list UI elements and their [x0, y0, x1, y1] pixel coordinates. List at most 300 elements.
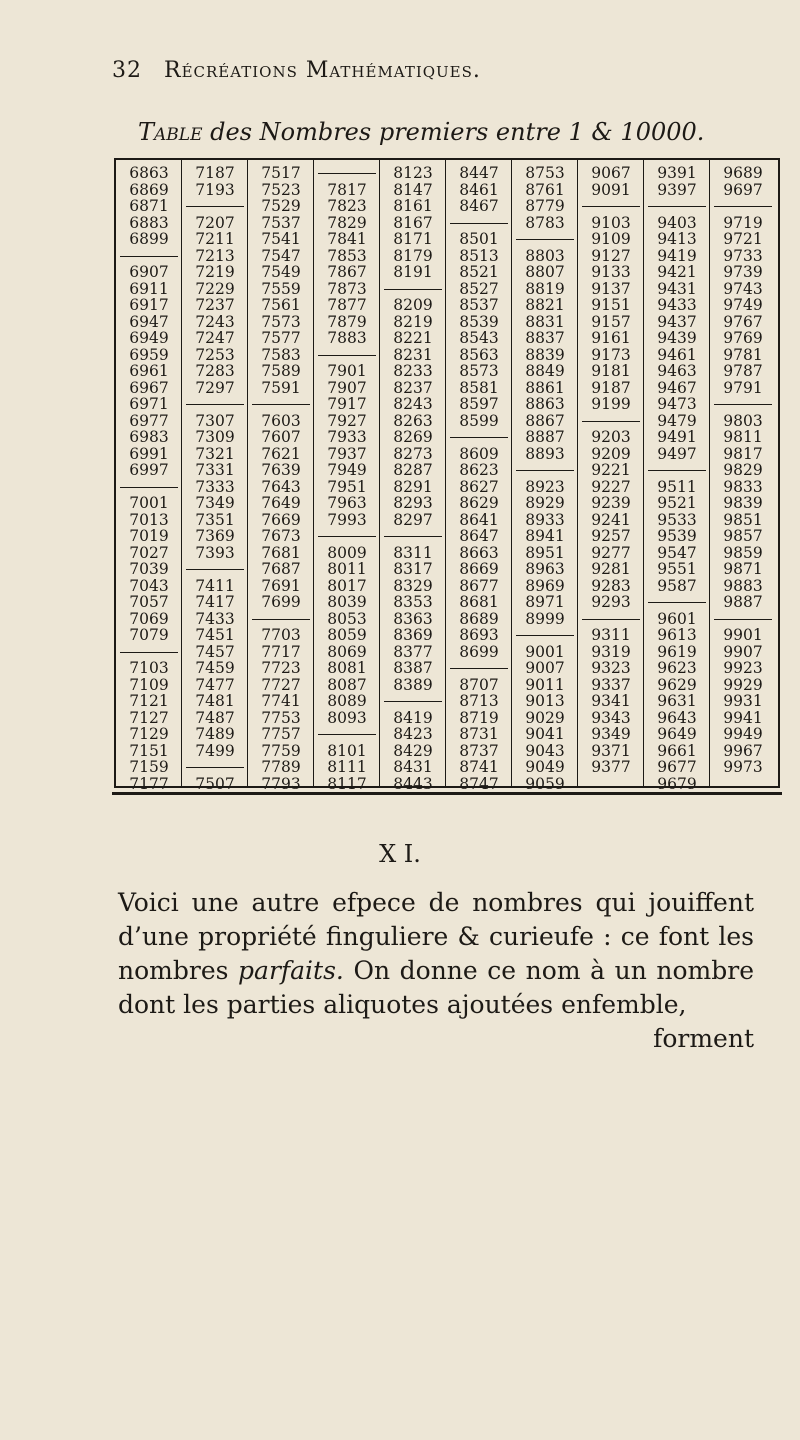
table-cell: 8059: [327, 626, 367, 644]
table-cell: 8707: [459, 675, 499, 694]
table-cell: 6967: [129, 378, 169, 397]
section-number: X I.: [379, 840, 421, 868]
table-cell: 7283: [195, 362, 235, 380]
table-cell: 9479: [657, 411, 697, 430]
table-cell: 9277: [591, 543, 631, 562]
table-cell: 7789: [261, 758, 301, 776]
table-cell: 7793: [261, 774, 301, 793]
table-cell: 7127: [129, 708, 169, 727]
table-cell: 8647: [459, 527, 499, 545]
table-cell: 9743: [723, 279, 763, 298]
table-cell: 7877: [327, 296, 367, 314]
table-cell: 7213: [195, 246, 235, 265]
table-cell: 9697: [723, 180, 763, 199]
table-cell: 7247: [195, 329, 235, 347]
table-cell: 9349: [591, 725, 631, 743]
table-cell: 8807: [525, 263, 565, 281]
table-cell: 8969: [525, 576, 565, 595]
table-cell: 9463: [657, 362, 697, 380]
table-cell: 8887: [525, 428, 565, 446]
table-cell: 9491: [657, 428, 697, 446]
table-cell: 9419: [657, 246, 697, 265]
table-cell: 8737: [459, 741, 499, 760]
table-cell: 9413: [657, 230, 697, 248]
table-cell: 7867: [327, 263, 367, 281]
table-cell: 7057: [129, 593, 169, 611]
table-cell: 9377: [591, 758, 631, 776]
table-cell: 8087: [327, 675, 367, 694]
table-cell: 7621: [261, 444, 301, 463]
table-cell: 7121: [129, 692, 169, 710]
table-cell: 6917: [129, 296, 169, 314]
table-cell: 9467: [657, 378, 697, 397]
table-cell: 7019: [129, 527, 169, 545]
table-cell: 8563: [459, 345, 499, 364]
table-cell: 9091: [591, 180, 631, 199]
table-cell: 7523: [261, 180, 301, 199]
table-column: [446, 160, 512, 793]
table-cell: 9677: [657, 758, 697, 776]
table-cell: 9781: [723, 345, 763, 364]
table-cell: 8221: [393, 329, 433, 347]
table-cell: 8429: [393, 741, 433, 760]
table-cell: 8831: [525, 312, 565, 331]
table-cell: 8941: [525, 527, 565, 545]
table-cell: 8017: [327, 576, 367, 595]
table-cell: 7907: [327, 378, 367, 397]
table-cell: 8999: [525, 609, 565, 628]
table-cell: 9851: [723, 510, 763, 529]
table-cell: 7759: [261, 741, 301, 760]
table-cell: 9239: [591, 494, 631, 512]
table-cell: 7027: [129, 543, 169, 562]
table-cell: 7351: [195, 510, 235, 529]
table-cell: 7307: [195, 411, 235, 430]
table-cell: 8539: [459, 312, 499, 331]
column-rule: [643, 160, 644, 786]
table-cell: 9769: [723, 329, 763, 347]
table-cell: 8543: [459, 329, 499, 347]
table-cell: 9133: [591, 263, 631, 281]
table-cell: 7129: [129, 725, 169, 743]
table-cell: 7823: [327, 197, 367, 215]
table-cell: 9281: [591, 560, 631, 578]
table-cell: 8783: [525, 213, 565, 232]
table-cell: 8861: [525, 378, 565, 397]
body-paragraph: [118, 886, 754, 1056]
table-cell: 9631: [657, 692, 697, 710]
table-cell: 7039: [129, 560, 169, 578]
table-cell: 9283: [591, 576, 631, 595]
table-column: [578, 160, 644, 786]
table-cell: 7333: [195, 477, 235, 496]
table-bottom-rule: [112, 792, 782, 795]
table-cell: 9041: [525, 725, 565, 743]
table-cell: 9931: [723, 692, 763, 710]
table-cell: 9059: [525, 774, 565, 793]
table-cell: 7681: [261, 543, 301, 562]
table-cell: 7001: [129, 494, 169, 512]
table-cell: 6971: [129, 395, 169, 413]
table-cell: 8389: [393, 675, 433, 694]
table-cell: 8093: [327, 708, 367, 727]
table-cell: 9679: [657, 774, 697, 793]
table-cell: 8699: [459, 642, 499, 661]
table-cell: 6899: [129, 230, 169, 248]
table-cell: 7507: [195, 774, 235, 793]
table-cell: 7753: [261, 708, 301, 727]
table-cell: 6997: [129, 461, 169, 479]
body-text-part-a: Voici une autre efpece de nombres qui jouiffent d’une propriété finguliere & curieufe : ce font les nombres: [118, 888, 754, 985]
table-cell: 9181: [591, 362, 631, 380]
table-column: [116, 160, 182, 793]
table-cell: 7411: [195, 576, 235, 595]
table-cell: 6911: [129, 279, 169, 298]
table-column: [182, 160, 248, 793]
table-cell: 7639: [261, 461, 301, 479]
table-cell: 7237: [195, 296, 235, 314]
table-cell: 8237: [393, 378, 433, 397]
table-cell: 9109: [591, 230, 631, 248]
column-rule: [247, 160, 248, 786]
table-cell: 8753: [525, 164, 565, 182]
table-cell: 8101: [327, 741, 367, 760]
table-cell: 8599: [459, 411, 499, 430]
table-cell: 8191: [393, 263, 433, 281]
table-cell: 6869: [129, 180, 169, 199]
table-cell: 7187: [195, 164, 235, 182]
table-cell: 6961: [129, 362, 169, 380]
table-cell: 9649: [657, 725, 697, 743]
table-cell: 9629: [657, 675, 697, 694]
table-cell: 8719: [459, 708, 499, 727]
table-cell: 7559: [261, 279, 301, 298]
table-cell: 7457: [195, 642, 235, 661]
table-cell: 9547: [657, 543, 697, 562]
table-cell: 9941: [723, 708, 763, 727]
table-cell: 9001: [525, 642, 565, 661]
table-cell: 6947: [129, 312, 169, 331]
table-cell: 7321: [195, 444, 235, 463]
table-cell: 9323: [591, 659, 631, 677]
table-cell: 8641: [459, 510, 499, 529]
table-cell: 8419: [393, 708, 433, 727]
table-cell: 7993: [327, 510, 367, 529]
table-cell: 8369: [393, 626, 433, 644]
table-cell: 9199: [591, 395, 631, 413]
table-cell: 7927: [327, 411, 367, 430]
table-title-rest: des Nombres premiers entre 1 & 10000.: [210, 118, 705, 146]
table-cell: 9923: [723, 659, 763, 677]
table-cell: 8933: [525, 510, 565, 529]
table-cell: 7853: [327, 246, 367, 265]
table-cell: 8377: [393, 642, 433, 661]
table-cell: 9343: [591, 708, 631, 727]
table-cell: 9157: [591, 312, 631, 331]
table-cell: 7103: [129, 659, 169, 677]
table-cell: 9257: [591, 527, 631, 545]
table-cell: 8597: [459, 395, 499, 413]
table-cell: 9767: [723, 312, 763, 331]
table-cell: 6949: [129, 329, 169, 347]
table-cell: 9587: [657, 576, 697, 595]
table-cell: 7151: [129, 741, 169, 760]
table-cell: 8287: [393, 461, 433, 479]
table-cell: 9011: [525, 675, 565, 694]
table-cell: 8609: [459, 444, 499, 463]
table-cell: 9533: [657, 510, 697, 529]
table-cell: 9749: [723, 296, 763, 314]
table-cell: 8243: [393, 395, 433, 413]
column-rule: [181, 160, 182, 786]
column-rule: [709, 160, 710, 786]
table-cell: 9127: [591, 246, 631, 265]
table-cell: 8167: [393, 213, 433, 232]
table-title-head: Table: [138, 118, 203, 146]
table-cell: 8803: [525, 246, 565, 265]
table-cell: 8387: [393, 659, 433, 677]
table-cell: 7393: [195, 543, 235, 562]
table-cell: 9311: [591, 626, 631, 644]
table-cell: 7369: [195, 527, 235, 545]
table-cell: 8263: [393, 411, 433, 430]
table-cell: 7841: [327, 230, 367, 248]
table-cell: 9227: [591, 477, 631, 496]
table-cell: 8627: [459, 477, 499, 496]
table-cell: 7561: [261, 296, 301, 314]
table-cell: 8209: [393, 296, 433, 314]
table-cell: 7699: [261, 593, 301, 611]
table-cell: 7069: [129, 609, 169, 628]
table-cell: 8623: [459, 461, 499, 479]
table-cell: 8929: [525, 494, 565, 512]
table-cell: 7873: [327, 279, 367, 298]
table-cell: 9661: [657, 741, 697, 760]
prime-number-table: [114, 158, 780, 793]
table-cell: 7829: [327, 213, 367, 232]
table-cell: 7489: [195, 725, 235, 743]
table-column: [710, 160, 776, 786]
table-cell: 9461: [657, 345, 697, 364]
table-cell: 9241: [591, 510, 631, 529]
table-cell: 8431: [393, 758, 433, 776]
table-cell: 9371: [591, 741, 631, 760]
table-cell: 8009: [327, 543, 367, 562]
body-last-line: forment: [653, 1024, 754, 1053]
table-cell: 9811: [723, 428, 763, 446]
table-cell: 8779: [525, 197, 565, 215]
table-cell: 9739: [723, 263, 763, 281]
table-cell: 7529: [261, 197, 301, 215]
table-cell: 7109: [129, 675, 169, 694]
table-cell: 8123: [393, 164, 433, 182]
table-cell: 9791: [723, 378, 763, 397]
table-cell: 9901: [723, 626, 763, 644]
table-cell: 7243: [195, 312, 235, 331]
table-cell: 9337: [591, 675, 631, 694]
table-cell: 8161: [393, 197, 433, 215]
table-column: [248, 160, 314, 793]
table-cell: 9689: [723, 164, 763, 182]
table-cell: 7703: [261, 626, 301, 644]
table-column: [512, 160, 578, 793]
table-cell: 7883: [327, 329, 367, 347]
table-cell: 9319: [591, 642, 631, 661]
table-cell: 7177: [129, 774, 169, 793]
table-cell: 8269: [393, 428, 433, 446]
table-cell: 9539: [657, 527, 697, 545]
table-cell: 9887: [723, 593, 763, 611]
table-cell: 8297: [393, 510, 433, 529]
table-cell: 7487: [195, 708, 235, 727]
table-cell: 8081: [327, 659, 367, 677]
table-cell: 9497: [657, 444, 697, 463]
table-cell: 9007: [525, 659, 565, 677]
running-title: Récréations Mathématiques.: [164, 58, 481, 83]
table-cell: 7219: [195, 263, 235, 281]
table-cell: 9187: [591, 378, 631, 397]
table-cell: 8069: [327, 642, 367, 661]
table-cell: 9293: [591, 593, 631, 611]
table-cell: 8447: [459, 164, 499, 182]
table-cell: 9949: [723, 725, 763, 743]
table-cell: 8951: [525, 543, 565, 562]
table-cell: 7477: [195, 675, 235, 694]
body-text-part-b: On donne ce nom à un nombre dont les parties aliquotes ajoutées enfemble,: [118, 956, 754, 1019]
table-cell: 9643: [657, 708, 697, 727]
table-cell: 6983: [129, 428, 169, 446]
table-cell: 9601: [657, 609, 697, 628]
table-cell: 8821: [525, 296, 565, 314]
table-cell: 7727: [261, 675, 301, 694]
table-cell: 7901: [327, 362, 367, 380]
table-cell: 8863: [525, 395, 565, 413]
table-cell: 6977: [129, 411, 169, 430]
table-cell: 8761: [525, 180, 565, 199]
table-cell: 7649: [261, 494, 301, 512]
table-cell: 9439: [657, 329, 697, 347]
table-cell: 8581: [459, 378, 499, 397]
table-cell: 8353: [393, 593, 433, 611]
table-cell: 6883: [129, 213, 169, 232]
table-cell: 7583: [261, 345, 301, 364]
table-cell: 8443: [393, 774, 433, 793]
table-cell: 8819: [525, 279, 565, 298]
table-cell: 8293: [393, 494, 433, 512]
table-cell: 8171: [393, 230, 433, 248]
table-cell: 8893: [525, 444, 565, 463]
table-cell: 8849: [525, 362, 565, 380]
table-cell: 9733: [723, 246, 763, 265]
table-cell: 8521: [459, 263, 499, 281]
table-cell: 9049: [525, 758, 565, 776]
table-cell: 9803: [723, 411, 763, 430]
table-cell: 7079: [129, 626, 169, 644]
table-cell: 8713: [459, 692, 499, 710]
table-cell: 8689: [459, 609, 499, 628]
table-cell: 6991: [129, 444, 169, 463]
table-cell: 9421: [657, 263, 697, 281]
table-cell: 7963: [327, 494, 367, 512]
table-cell: 9173: [591, 345, 631, 364]
table-cell: 8693: [459, 626, 499, 644]
table-cell: 8839: [525, 345, 565, 364]
table-cell: 8291: [393, 477, 433, 496]
table-cell: 8219: [393, 312, 433, 331]
table-cell: 9043: [525, 741, 565, 760]
table-cell: 9613: [657, 626, 697, 644]
table-cell: 9473: [657, 395, 697, 413]
column-rule: [313, 160, 314, 786]
table-cell: 7879: [327, 312, 367, 331]
table-cell: 8747: [459, 774, 499, 793]
table-cell: 8669: [459, 560, 499, 578]
table-cell: 9511: [657, 477, 697, 496]
table-cell: 8971: [525, 593, 565, 611]
table-cell: 8311: [393, 543, 433, 562]
table-cell: 8467: [459, 197, 499, 215]
table-cell: 7481: [195, 692, 235, 710]
table-cell: 8011: [327, 560, 367, 578]
table-cell: 7741: [261, 692, 301, 710]
table-cell: 8363: [393, 609, 433, 628]
table-cell: 9857: [723, 527, 763, 545]
table-cell: 7547: [261, 246, 301, 265]
table-cell: 6907: [129, 263, 169, 281]
table-cell: 9203: [591, 428, 631, 446]
table-cell: 7193: [195, 180, 235, 199]
table-cell: 9817: [723, 444, 763, 463]
table-cell: 7691: [261, 576, 301, 595]
table-cell: 8329: [393, 576, 433, 595]
table-cell: 7937: [327, 444, 367, 463]
table-column: [314, 160, 380, 793]
table-cell: 8053: [327, 609, 367, 628]
table-cell: 7933: [327, 428, 367, 446]
table-cell: 8317: [393, 560, 433, 578]
table-cell: 7717: [261, 642, 301, 661]
table-title: [138, 118, 778, 146]
table-cell: 8629: [459, 494, 499, 512]
table-cell: 7417: [195, 593, 235, 611]
table-cell: 9433: [657, 296, 697, 314]
table-cell: 8837: [525, 329, 565, 347]
table-cell: 7537: [261, 213, 301, 232]
table-cell: 8573: [459, 362, 499, 380]
table-cell: 8039: [327, 593, 367, 611]
table-cell: 8867: [525, 411, 565, 430]
table-cell: 9833: [723, 477, 763, 496]
table-cell: 9397: [657, 180, 697, 199]
column-rule: [577, 160, 578, 786]
table-cell: 9787: [723, 362, 763, 380]
table-cell: 9839: [723, 494, 763, 512]
table-cell: 9859: [723, 543, 763, 562]
column-rule: [379, 160, 380, 786]
table-cell: 7433: [195, 609, 235, 628]
table-cell: 7573: [261, 312, 301, 331]
table-cell: 8117: [327, 774, 367, 793]
table-cell: 9721: [723, 230, 763, 248]
table-cell: 9013: [525, 692, 565, 710]
table-cell: 7757: [261, 725, 301, 743]
table-cell: 8527: [459, 279, 499, 298]
table-cell: 9973: [723, 758, 763, 776]
table-cell: 7917: [327, 395, 367, 413]
table-cell: 8233: [393, 362, 433, 380]
table-cell: 9341: [591, 692, 631, 710]
table-cell: 8677: [459, 576, 499, 595]
